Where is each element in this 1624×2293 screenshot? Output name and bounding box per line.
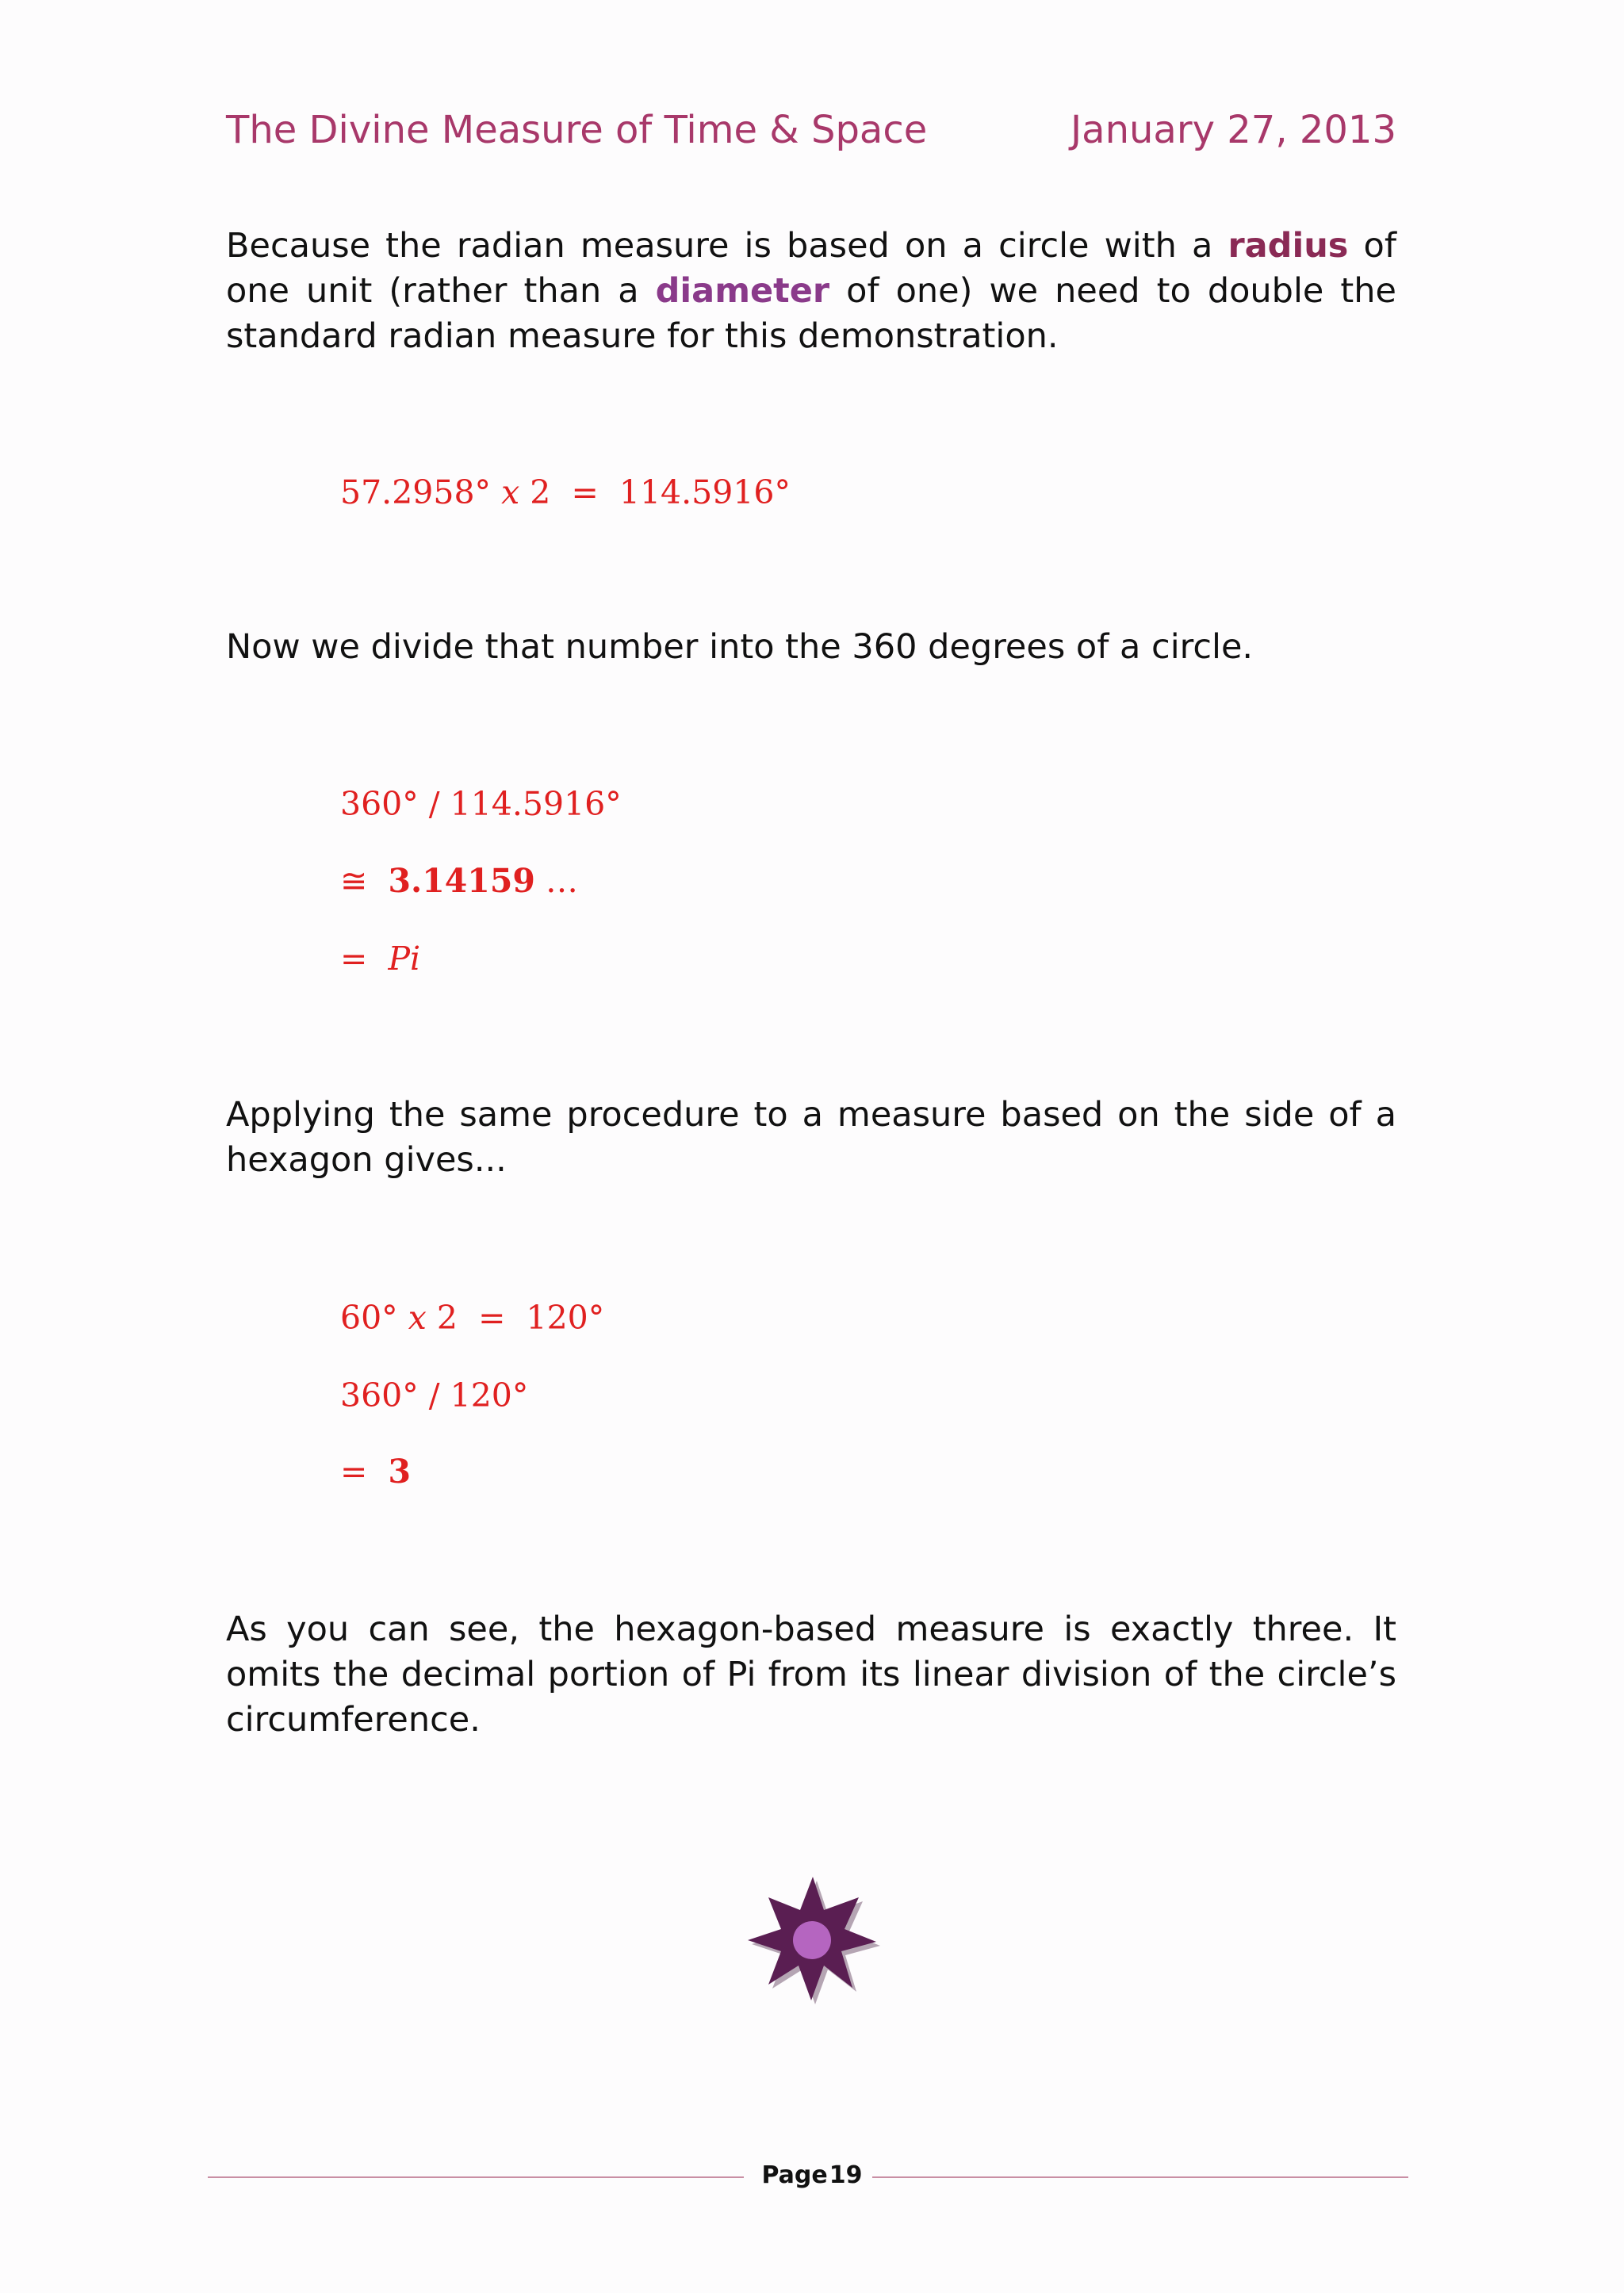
paragraph-conclusion: As you can see, the hexagon-based measure is exactly three. It omits the decimal portion of Pi from its linear division of the circle’s circumference. bbox=[226, 1610, 1396, 1740]
equation-approx-pi: ≅ 3.14159 … bbox=[340, 862, 578, 900]
keyword-radius: radius bbox=[1228, 226, 1349, 266]
page-number: Page19 bbox=[761, 2161, 863, 2189]
paragraph-radian-intro: Because the radian measure is based on a circle with a radius of one unit (rather than a diameter of one) we need to double the standard radian measure for this demonstration. bbox=[226, 226, 1396, 356]
equation-hexagon-double: 60° x 2 = 120° bbox=[340, 1299, 605, 1337]
paragraph-hexagon: Applying the same procedure to a measure based on the side of a hexagon gives... bbox=[226, 1095, 1396, 1180]
document-date: January 27, 2013 bbox=[1071, 108, 1396, 152]
document-title: The Divine Measure of Time & Space bbox=[226, 108, 928, 152]
keyword-diameter: diameter bbox=[655, 271, 830, 311]
equation-double-radian: 57.2958° x 2 = 114.5916° bbox=[340, 473, 791, 511]
equation-hexagon-result: = 3 bbox=[340, 1453, 411, 1491]
eight-point-star-icon bbox=[745, 1873, 880, 2008]
equation-hexagon-divide: 360° / 120° bbox=[340, 1376, 529, 1414]
equation-equals-pi: = Pi bbox=[340, 940, 421, 978]
paragraph-divide: Now we divide that number into the 360 degrees of a circle. bbox=[226, 627, 1254, 667]
equation-divide-line: 360° / 114.5916° bbox=[340, 785, 622, 823]
